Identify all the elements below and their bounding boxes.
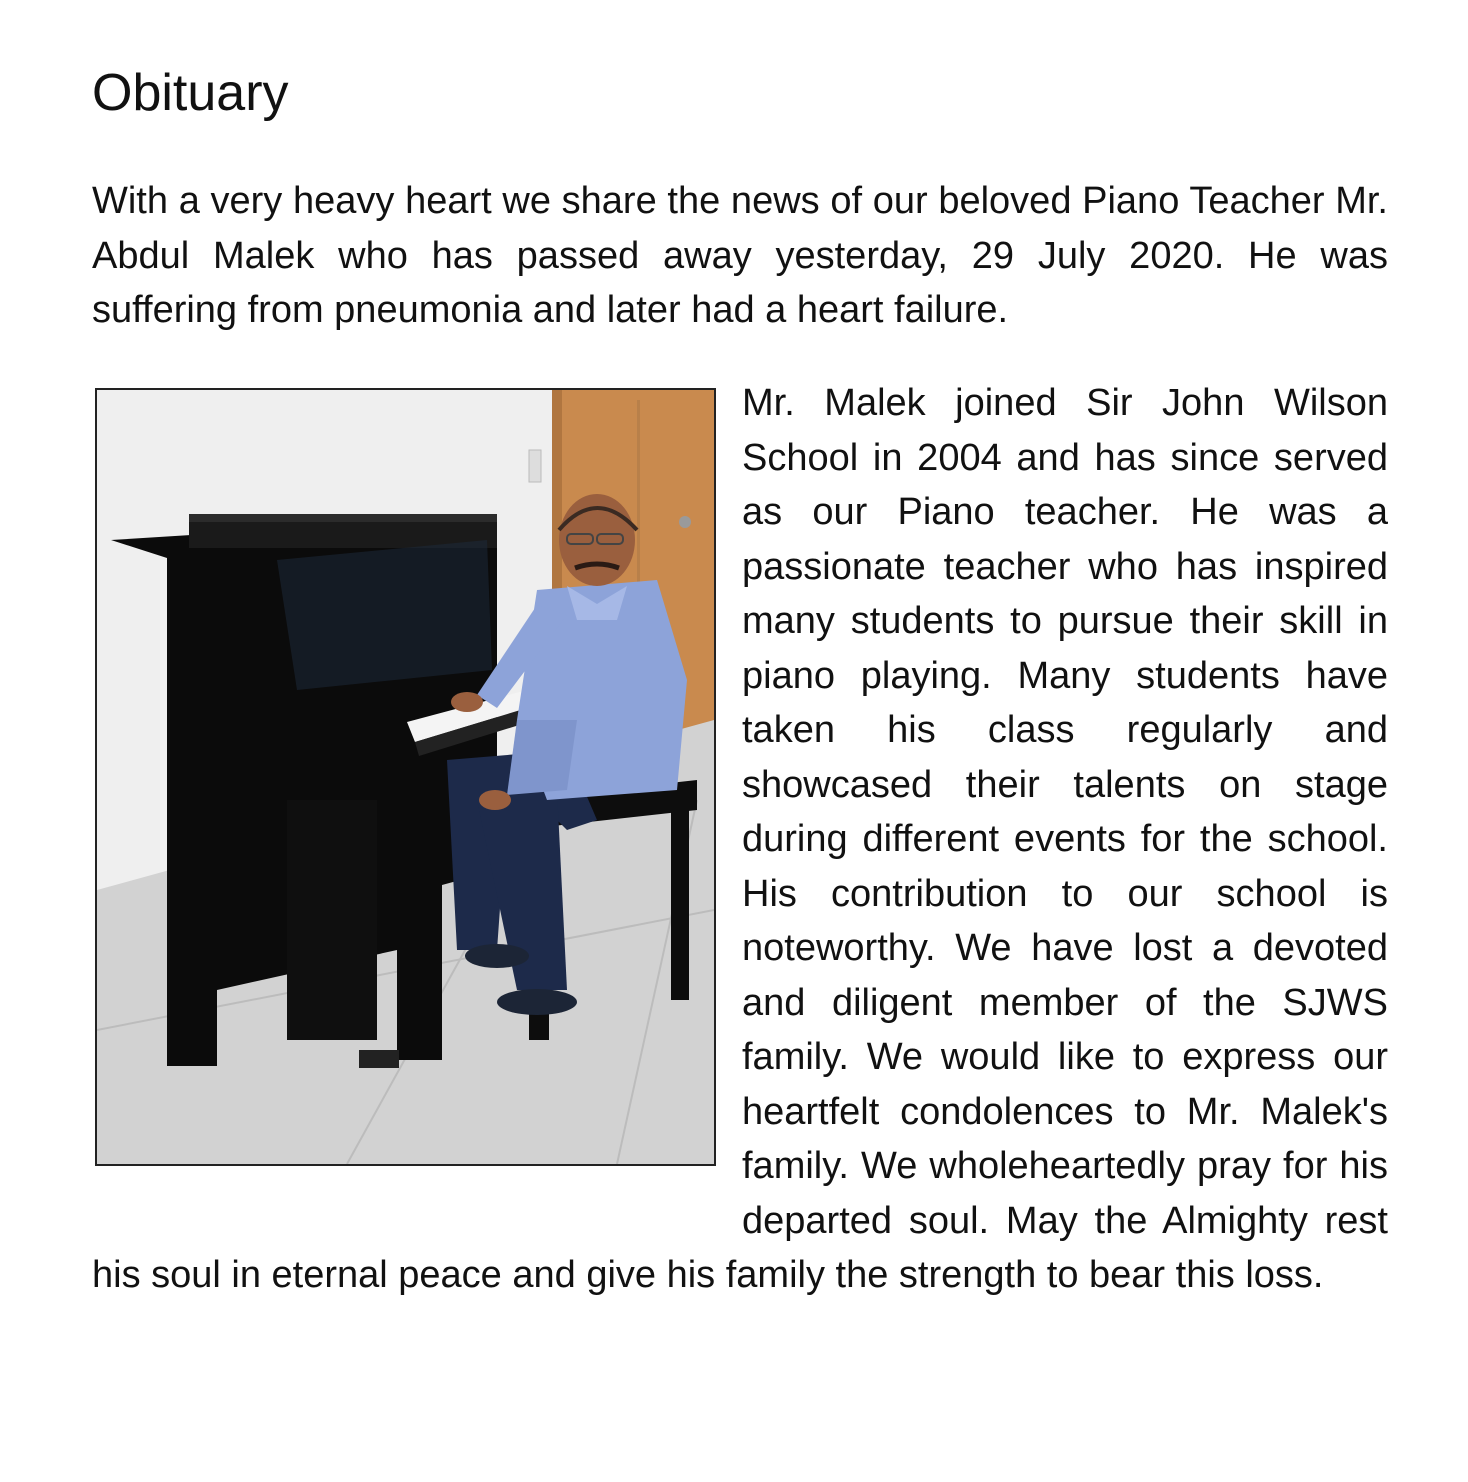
photo-container — [92, 376, 742, 1214]
body-section — [92, 376, 1388, 1303]
intro-paragraph: With a very heavy heart we share the news of our beloved Piano Teacher Mr. Abdul Malek who has passed away yesterday, 29 July 2020. He was suffering from pneumonia and later had a heart failure. — [92, 180, 1388, 331]
body-paragraph: Mr. Malek joined Sir John Wilson School in 2004 and has since served as our Piano teacher. He was a passionate teacher who has inspired many students to pursue their skill in piano playing. Many students have taken his class regularly and showcased their talents on stage during different events for the school. His contribution to our school is noteworthy. We have lost a devoted and diligent member of the SJWS family. We would like to express our heartfelt condolences to Mr. Malek's family. We wholeheartedly pray for his departed soul. May the Almighty rest his soul in eternal peace and give his family the strength to bear this loss. — [92, 382, 1388, 1296]
page-title: Obituary — [92, 64, 289, 122]
photo-piano-teacher — [95, 388, 716, 1166]
